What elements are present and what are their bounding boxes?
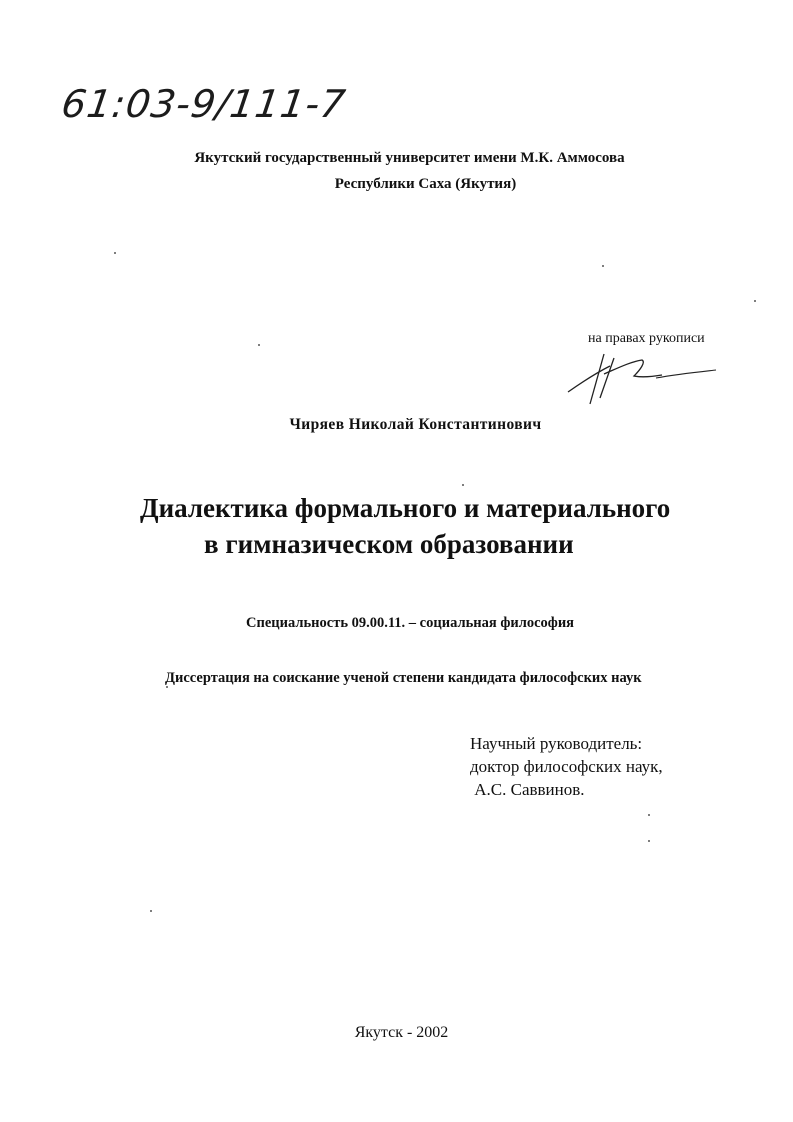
scan-speck (648, 840, 650, 842)
specialty: Специальность 09.00.11. – социальная философия (246, 615, 575, 631)
author-signature (560, 348, 720, 408)
author-name: Чиряев Николай Константинович (289, 416, 542, 433)
scan-speck (150, 910, 152, 912)
advisor-degree: доктор философских наук, (470, 757, 663, 776)
rights-note: на правах рукописи (588, 331, 705, 346)
thesis-title-line-2: в гимназическом образовании (204, 529, 574, 559)
advisor-role: Научный руководитель: (470, 734, 643, 753)
university-name: Якутский государственный университет имени М.К. Аммосова (194, 150, 625, 166)
archive-code: 61:03-9/111-7 (58, 82, 349, 126)
scan-speck (648, 814, 650, 816)
dissertation-statement: Диссертация на соискание ученой степени кандидата философских наук (165, 670, 642, 686)
thesis-title-line-1: Диалектика формального и материального (140, 493, 671, 523)
republic-name: Республики Саха (Якутия) (334, 176, 517, 192)
scan-speck (602, 265, 604, 267)
city-year: Якутск - 2002 (354, 1024, 449, 1041)
scientific-advisor (470, 732, 663, 801)
scan-speck (462, 484, 464, 486)
advisor-name: А.С. Саввинов. (470, 780, 585, 799)
scan-speck (166, 686, 168, 688)
scan-speck (258, 344, 260, 346)
scan-speck (114, 252, 116, 254)
scan-speck (754, 300, 756, 302)
